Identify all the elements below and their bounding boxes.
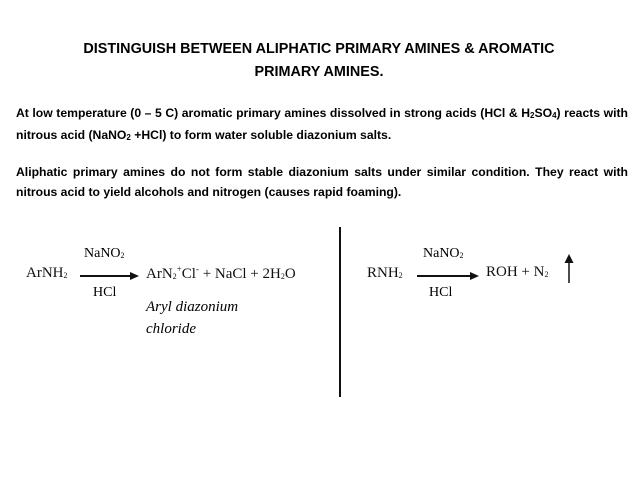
aliphatic-reagent-top: [423, 246, 464, 262]
aromatic-reagent-top: [84, 246, 125, 262]
aliphatic-reactant-text: RNH: [367, 265, 399, 281]
title-line-1: DISTINGUISH BETWEEN ALIPHATIC PRIMARY AMINES & AROMATIC: [83, 41, 555, 57]
paragraph-1-text-a: At low temperature (0 – 5 C) aromatic primary amines dissolved in strong acids (HCl & H: [16, 106, 531, 120]
aromatic-products: [146, 264, 296, 283]
title-line-2: PRIMARY AMINES.: [254, 64, 384, 80]
product-name-line-2: chloride: [146, 321, 196, 337]
paragraph-aliphatic: Aliphatic primary amines do not form stable diazonium salts under similar condition. They react with nitrous acid to yield alcohols and nitrogen (causes rapid foaming).: [16, 165, 628, 199]
aliphatic-products-a-sub: 2: [544, 270, 549, 279]
aromatic-reactant-sub: 2: [63, 271, 68, 280]
aromatic-products-c-sub: 2: [280, 272, 285, 281]
paragraph-1-text-c: ) reacts with nitrous acid (NaNO: [16, 106, 628, 142]
aromatic-reaction-arrow: [80, 275, 132, 277]
aliphatic-products: [486, 264, 548, 281]
aromatic-products-a-sub: 2: [172, 272, 177, 281]
aliphatic-reagent-top-sub: 2: [459, 251, 464, 260]
aliphatic-reaction-arrow: [417, 275, 472, 277]
aromatic-reactant: [26, 265, 68, 282]
aromatic-product-name: [146, 296, 238, 340]
aliphatic-reagent-bottom: HCl: [429, 285, 453, 300]
paragraph-1-text-d: +HCl) to form water soluble diazonium salts.: [130, 127, 392, 142]
aromatic-products-a: ArN: [146, 266, 173, 282]
aromatic-arrow-head-icon: [130, 272, 139, 280]
aromatic-reagent-top-text: NaNO: [84, 246, 121, 261]
product-name-line-1: Aryl diazonium: [146, 299, 239, 315]
paragraph-1-sub-a: 2: [530, 111, 535, 120]
aliphatic-reactant-sub: 2: [398, 271, 403, 280]
aromatic-products-d: O: [284, 266, 296, 282]
paragraph-1-sub-c: 2: [126, 132, 131, 142]
aromatic-products-a-sup: +: [176, 264, 182, 274]
aliphatic-reagent-top-text: NaNO: [423, 246, 460, 261]
aromatic-products-b-sup: -: [195, 264, 199, 274]
aliphatic-reactant: [367, 265, 403, 282]
aromatic-reactant-text: ArNH: [26, 265, 64, 281]
aromatic-products-c: + NaCl + 2H: [198, 266, 281, 282]
aromatic-reagent-top-sub: 2: [120, 251, 125, 260]
aliphatic-arrow-head-icon: [470, 272, 479, 280]
reaction-divider: [339, 227, 341, 397]
aromatic-products-b: Cl: [181, 266, 196, 282]
aromatic-reagent-bottom: HCl: [93, 285, 117, 300]
paragraph-aromatic: [16, 104, 628, 147]
gas-evolution-arrow-icon: [564, 254, 574, 284]
paragraph-1-sub-b: 4: [552, 111, 557, 120]
slide-title: [0, 38, 638, 84]
paragraph-1-text-b: SO: [534, 106, 553, 120]
aliphatic-products-a: ROH + N: [486, 264, 545, 280]
